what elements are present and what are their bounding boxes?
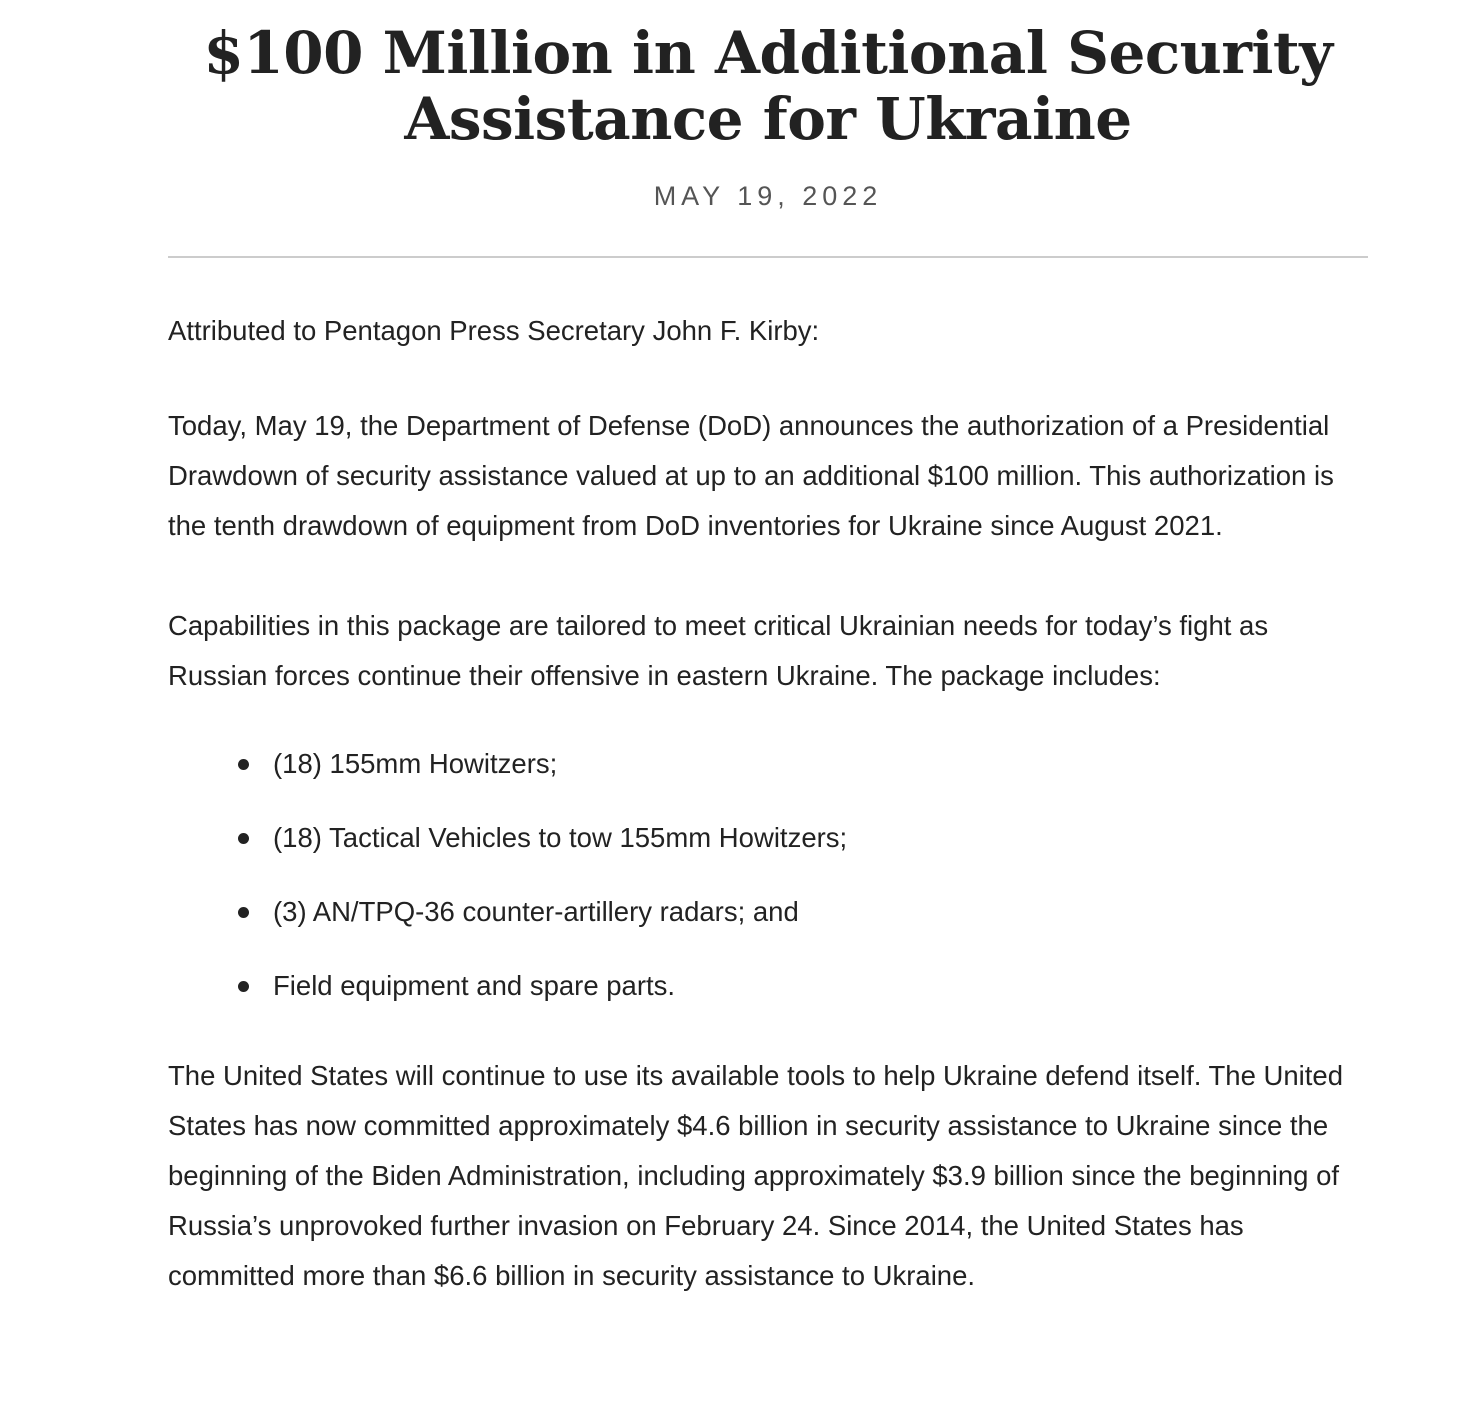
list-item <box>238 961 1368 1035</box>
list-item-text: (18) Tactical Vehicles to tow 155mm Howitzers; <box>273 822 848 853</box>
article-body <box>168 306 1368 1301</box>
title-line-1: $100 Million in Additional Security <box>203 19 1333 87</box>
header-divider <box>168 256 1368 258</box>
bullet-icon <box>238 907 249 918</box>
bullet-icon <box>238 981 249 992</box>
list-item <box>238 739 1368 813</box>
article <box>168 0 1368 1291</box>
list-item-text: Field equipment and spare parts. <box>273 970 676 1001</box>
list-item-text: (3) AN/TPQ-36 counter-artillery radars; and <box>273 896 799 927</box>
list-item <box>238 887 1368 961</box>
publish-date: MAY 19, 2022 <box>653 181 883 211</box>
attribution-paragraph: Attributed to Pentagon Press Secretary John F. Kirby: <box>168 315 820 346</box>
list-item <box>238 813 1368 887</box>
package-items-list <box>168 739 1368 1035</box>
bullet-icon <box>238 759 249 770</box>
page-title <box>168 0 1368 152</box>
commitment-paragraph: The United States will continue to use its available tools to help Ukraine defend itself. The United States has now committed approximately $4.6 billion in security assistance to Ukraine since the beginning of the Biden Administration, including approximately $3.9 billion since the beginning of Russia’s unprovoked further invasion on February 24. Since 2014, the United States has committed more than $6.6 billion in security assistance to Ukraine. <box>168 1060 1344 1291</box>
title-line-2: Assistance for Ukraine <box>404 85 1132 153</box>
announcement-paragraph: Today, May 19, the Department of Defense (DoD) announces the authorization of a Presidential Drawdown of security assistance valued at up to an additional $100 million. This authorization is the tenth drawdown of equipment from DoD inventories for Ukraine since August 2021. <box>168 410 1334 541</box>
capabilities-paragraph: Capabilities in this package are tailored to meet critical Ukrainian needs for today’s fight as Russian forces continue their offensive in eastern Ukraine. The package includes: <box>168 610 1269 691</box>
bullet-icon <box>238 833 249 844</box>
list-item-text: (18) 155mm Howitzers; <box>273 748 558 779</box>
